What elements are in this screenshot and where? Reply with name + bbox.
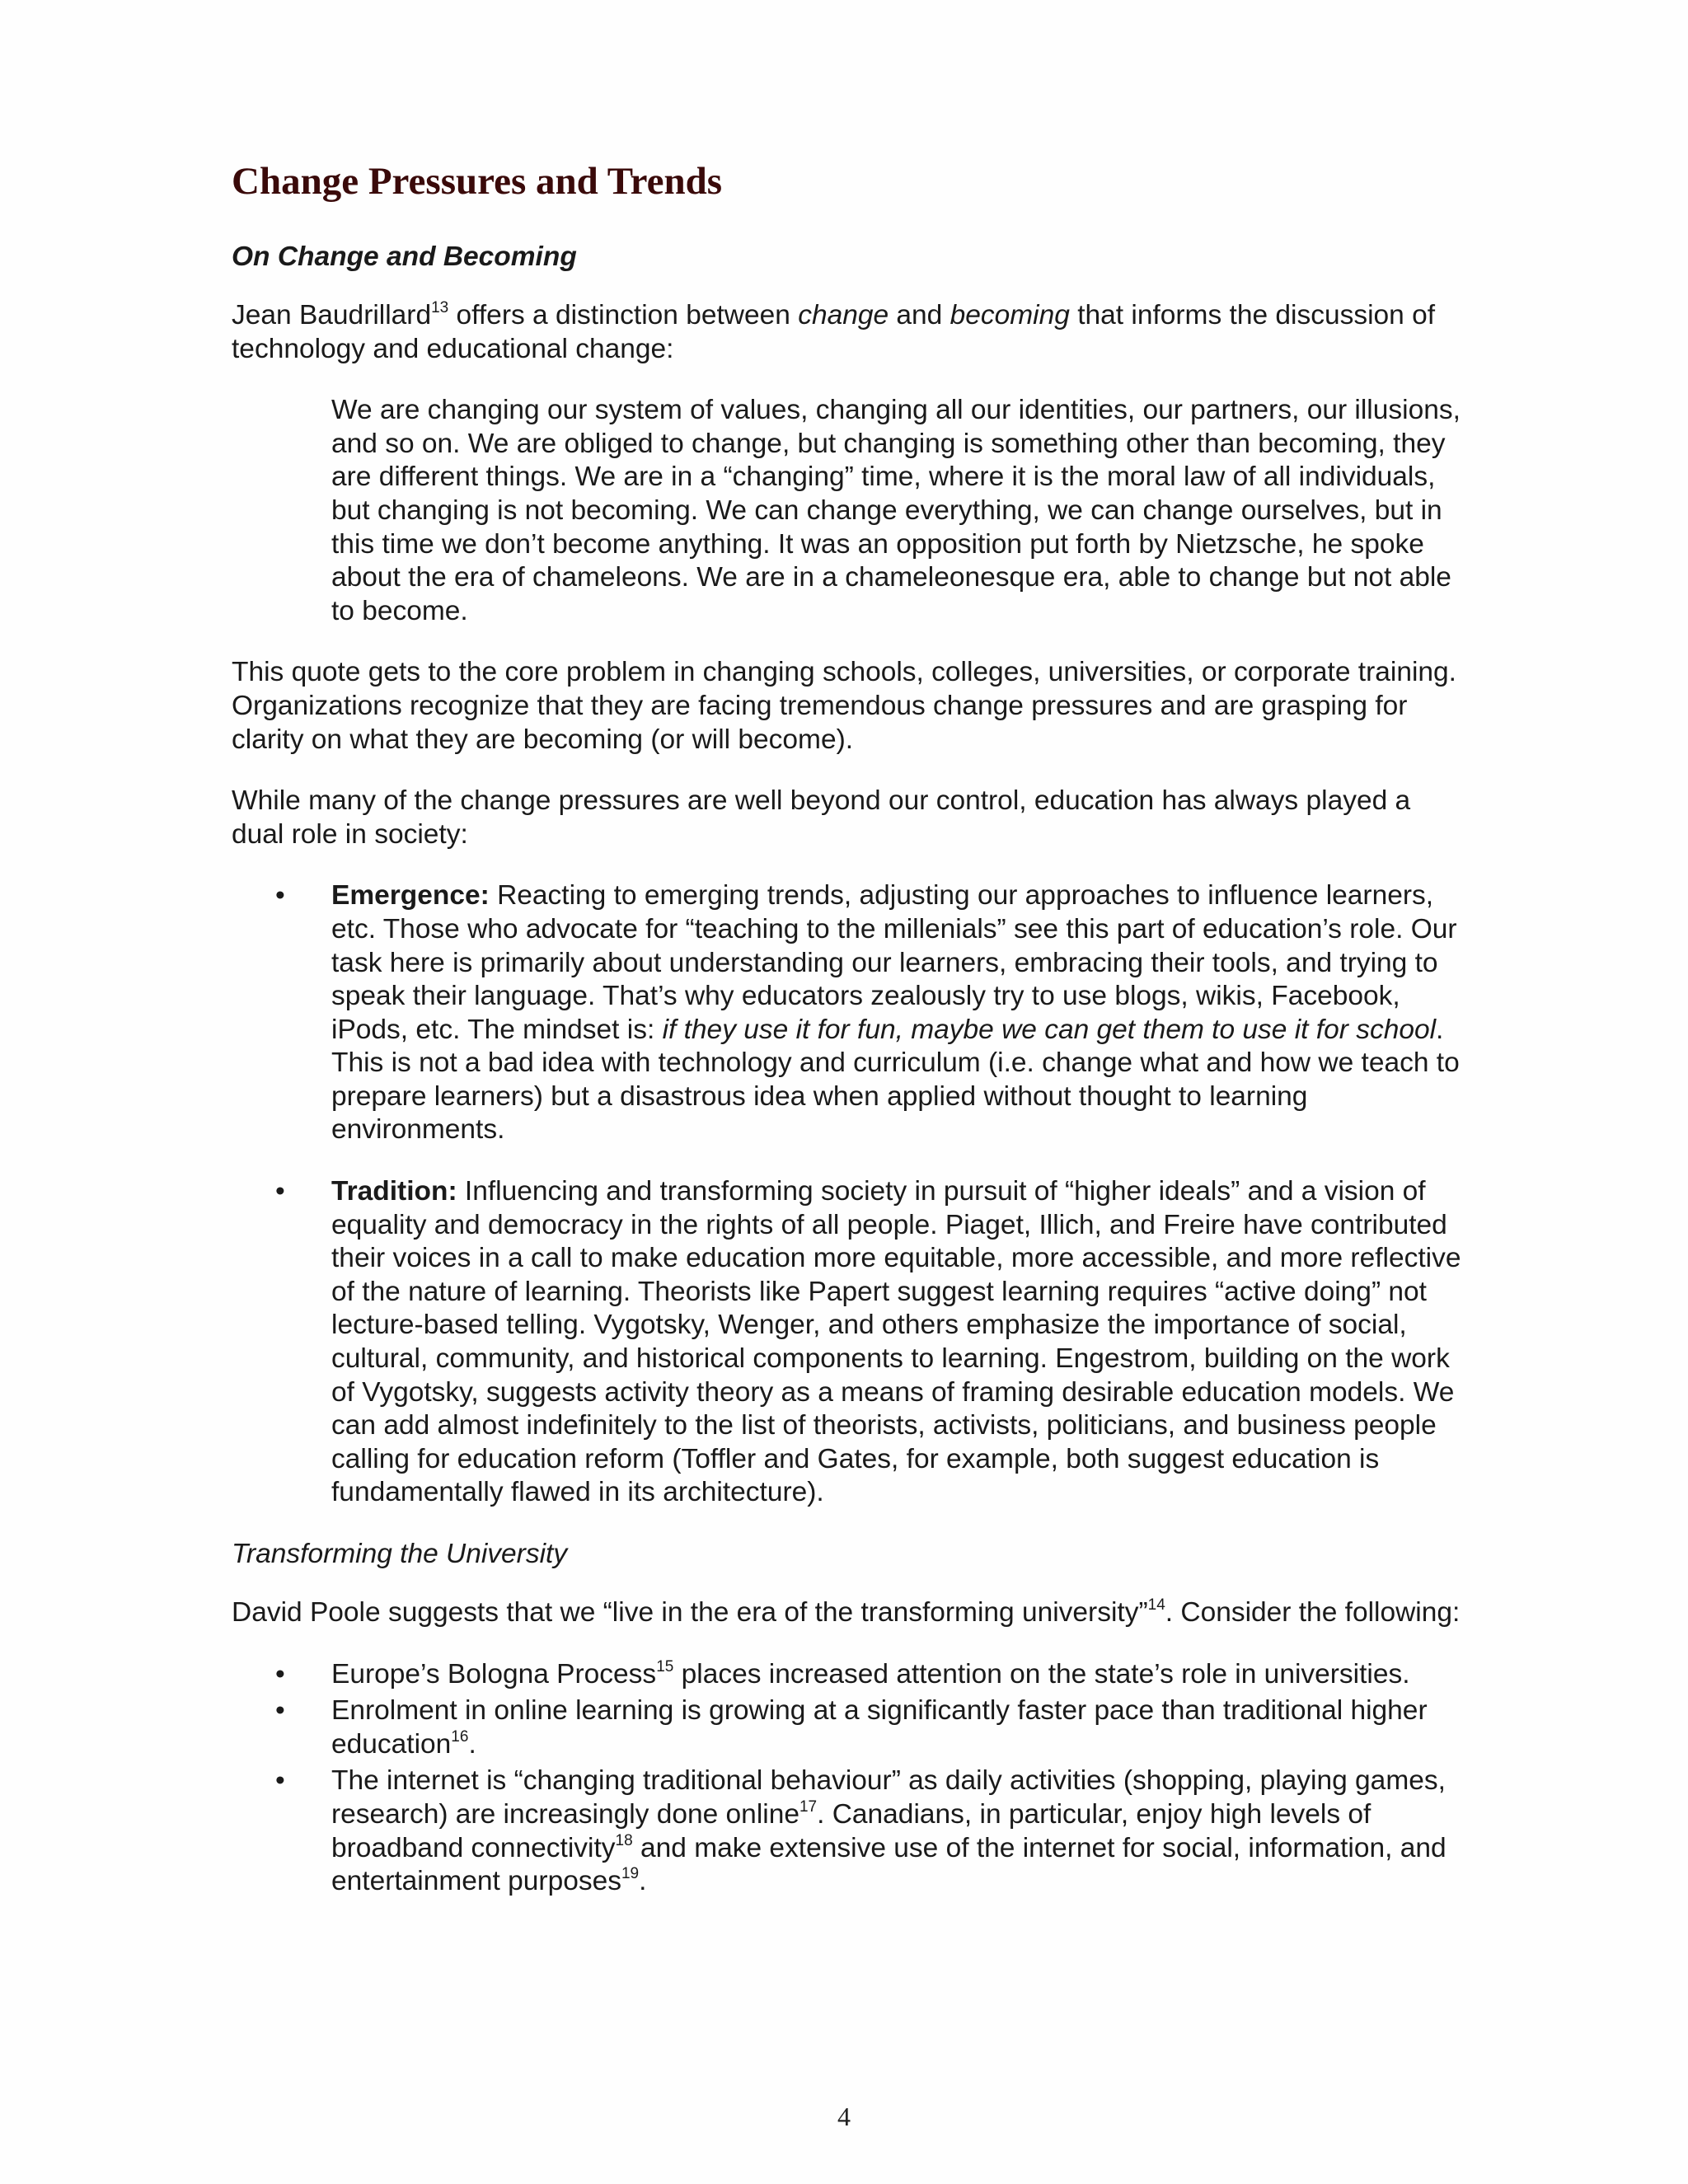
- bullet-marker: •: [275, 880, 285, 912]
- emphasis-becoming: becoming: [950, 300, 1070, 330]
- dual-role-paragraph: While many of the change pressures are well beyond our control, education has always played a dual role in society:: [232, 785, 1411, 850]
- footnote-ref[interactable]: 18: [615, 1831, 633, 1849]
- bullet-text: Reacting to emerging trends, adjusting our approaches to influence learners, etc. Those who advocate for “teaching to the millenials” see this part of education’s role. Our task here is primarily about understanding our learners, embracing their tools, and trying to speak their language. That’s why educators zealously try to use blogs, wikis, Facebook, iPods, etc. The mindset is:: [331, 880, 1457, 1045]
- page-title: Change Pressures and Trends: [232, 160, 723, 203]
- page-content: [232, 157, 1468, 1902]
- bullet-text: The internet is “changing traditional behaviour” as daily activities (shopping, playing games, research) are increasingly done online: [331, 1765, 1446, 1830]
- bullet-marker: •: [275, 1176, 285, 1207]
- bullet-text: Europe’s Bologna Process: [331, 1658, 657, 1690]
- poole-paragraph: [232, 1596, 1468, 1630]
- bullet-text: places increased attention on the state’s role in universities.: [673, 1658, 1410, 1690]
- page-number: 4: [837, 2102, 851, 2131]
- intro-text: Jean Baudrillard: [232, 300, 432, 330]
- poole-text: David Poole suggests that we “live in the era of the transforming university”: [232, 1597, 1148, 1628]
- intro-text: offers a distinction between: [448, 300, 799, 330]
- bullet-text: Influencing and transforming society in pursuit of “higher ideals” and a vision of equality and democracy in the rights of all people. Piaget, Illich, and Freire have contributed their voices in a call to make education more equitable, more accessible, and more reflective of the nature of learning. Theorists like Papert suggest learning requires “active doing” not lecture-based telling. Vygotsky, Wenger, and others emphasize the importance of social, cultural, community, and historical components to learning. Engestrom, building on the work of Vygotsky, suggests activity theory as a means of framing desirable education models. We can add almost indefinitely to the list of theorists, activists, politicians, and business people calling for education reform (Toffler and Gates, for example, both suggest education is fundamentally flawed in its architecture).: [331, 1176, 1461, 1508]
- footnote-ref[interactable]: 15: [656, 1657, 674, 1675]
- core-problem-paragraph: This quote gets to the core problem in changing schools, colleges, universities, or corporate training. Organizations recognize that they are facing tremendous change pressures and are grasping for clarity on what they are becoming (or will become).: [232, 657, 1456, 755]
- bullet-internet: [275, 1765, 1468, 1898]
- bullet-tradition: [275, 1175, 1468, 1510]
- intro-text: and: [889, 300, 950, 330]
- bullet-text: and make extensive use of the internet for social, information, and entertainment purposes: [331, 1832, 1447, 1897]
- section-heading-change-becoming: On Change and Becoming: [232, 241, 577, 272]
- footnote-ref[interactable]: 17: [799, 1797, 818, 1816]
- bullet-text: . Canadians, in particular, enjoy high levels of broadband connectivity: [331, 1798, 1372, 1863]
- bullet-label: Tradition:: [331, 1176, 457, 1207]
- emphasis-change: change: [798, 300, 889, 330]
- intro-paragraph: [232, 299, 1468, 366]
- footnote-ref[interactable]: 14: [1147, 1596, 1165, 1614]
- bullet-text: .: [468, 1728, 476, 1760]
- baudrillard-quote: We are changing our system of values, changing all our identities, our partners, our illusions, and so on. We are obliged to change, but changing is something other than becoming, they are different things. We are in a “changing” time, where it is the moral law of all individuals, but changing is not becoming. We can change everything, we can change ourselves, but in this time we don’t become anything. It was an opposition put forth by Nietzsche, he spoke about the era of chameleons. We are in a chameleonesque era, able to change but not able to become.: [331, 395, 1461, 626]
- bullet-bologna: [275, 1657, 1468, 1692]
- footnote-ref[interactable]: 16: [451, 1727, 469, 1746]
- footnote-ref[interactable]: 13: [431, 299, 449, 316]
- bullet-marker: •: [275, 1695, 285, 1727]
- footnote-ref[interactable]: 19: [621, 1865, 640, 1883]
- bullet-label: Emergence:: [331, 880, 490, 912]
- bullet-enrolment: [275, 1694, 1468, 1761]
- bullet-text: .: [639, 1866, 647, 1897]
- intro-text: that informs the discussion of technology and educational change:: [232, 300, 1436, 364]
- poole-text: . Consider the following:: [1165, 1597, 1461, 1628]
- bullet-text: . This is not a bad idea with technology and curriculum (i.e. change what and how we teach to prepare learners) but a disastrous idea when applied without thought to learning environments.: [331, 1014, 1460, 1146]
- bullet-text: Enrolment in online learning is growing at a significantly faster pace than traditional higher education: [331, 1695, 1428, 1760]
- bullet-marker: •: [275, 1658, 285, 1690]
- bullet-emphasis: if they use it for fun, maybe we can get them to use it for school: [662, 1014, 1437, 1045]
- bullet-marker: •: [275, 1765, 285, 1797]
- section-heading-transforming-university: Transforming the University: [232, 1539, 568, 1569]
- bullet-emergence: [275, 879, 1468, 1147]
